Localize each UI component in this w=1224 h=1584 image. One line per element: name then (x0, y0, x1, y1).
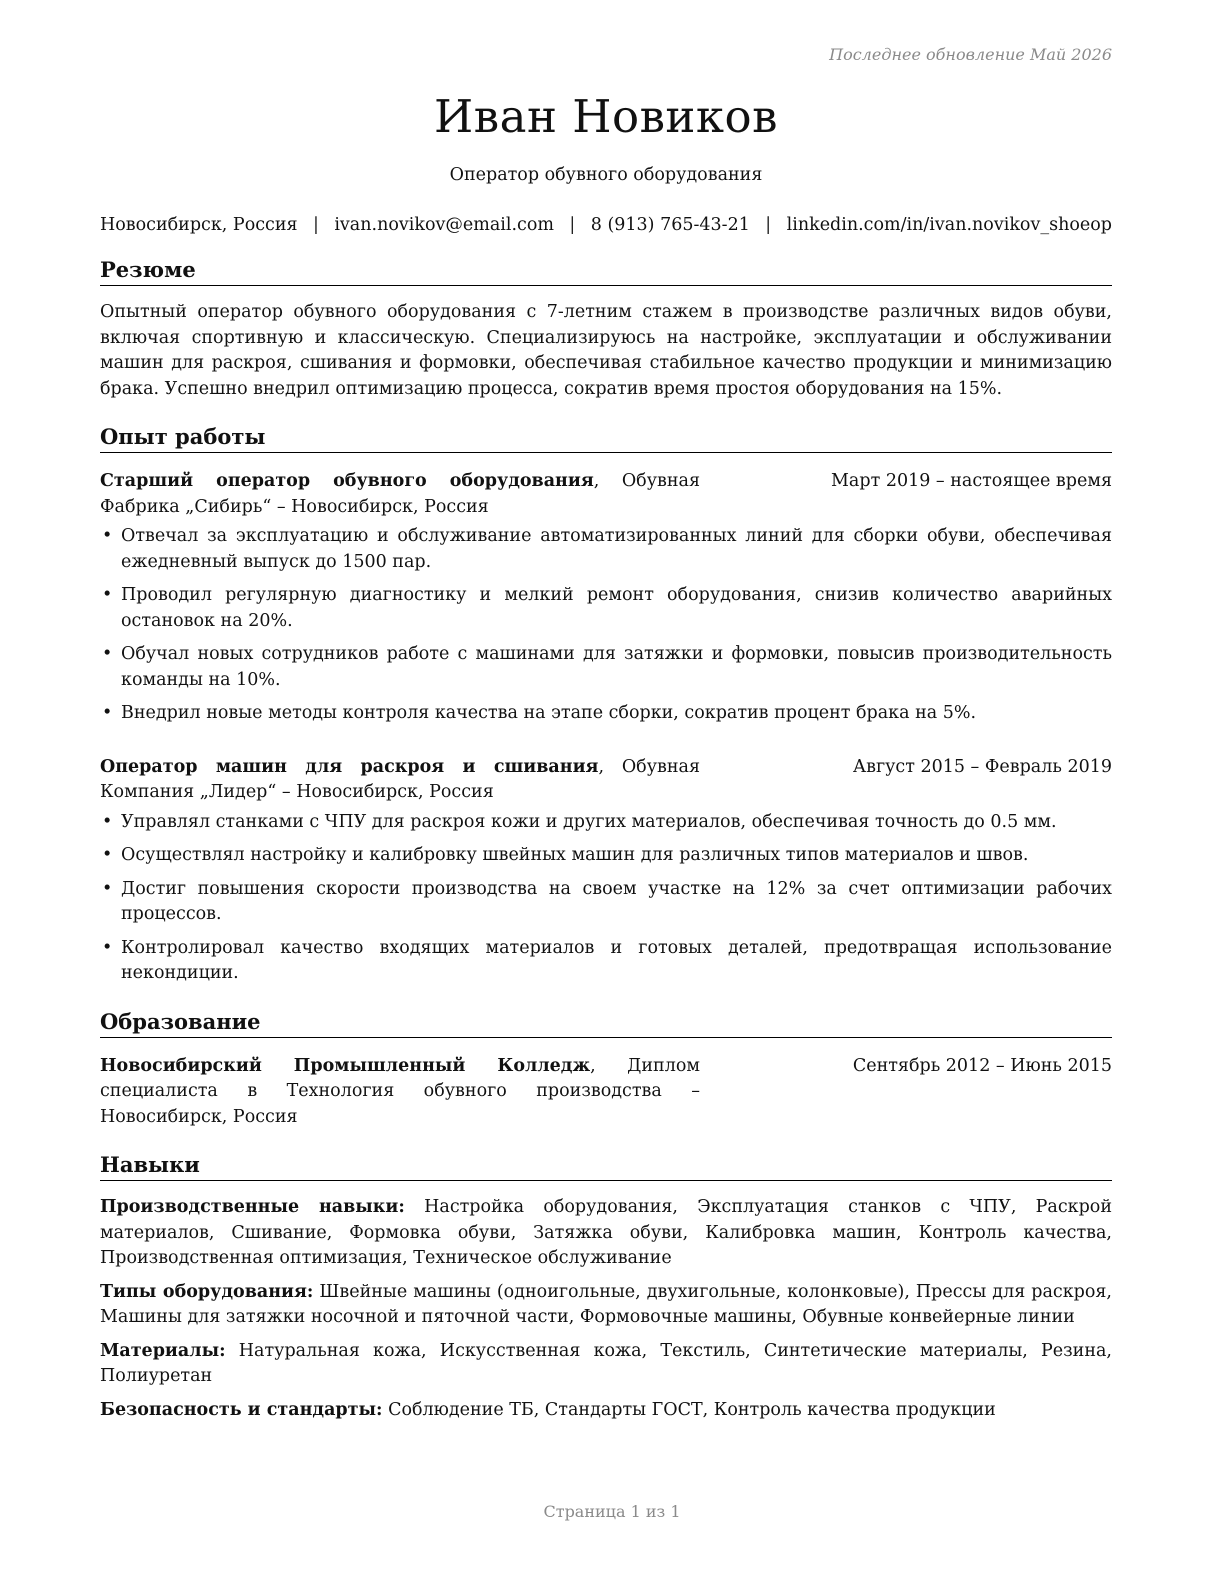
contact-location: Новосибирск, Россия (100, 215, 298, 235)
skill-group (100, 1339, 1112, 1390)
list-item: • Отвечал за эксплуатацию и обслуживание автоматизированных линий для сборки обуви, обеспечивая ежедневный выпуск до 1500 пар. (100, 524, 1112, 575)
skill-group (100, 1398, 1112, 1424)
list-item: • Контролировал качество входящих материалов и готовых деталей, предотвращая использование некондиции. (100, 936, 1112, 987)
job-title: Оператор машин для раскроя и сшивания (100, 756, 599, 777)
section-heading: Опыт работы (100, 422, 1112, 453)
job-entry (100, 755, 1112, 987)
job-bullets (100, 810, 1112, 987)
school-name: Новосибирский Промышленный Колледж (100, 1055, 591, 1076)
skill-label: Безопасность и стандарты: (100, 1399, 383, 1420)
list-item: • Осуществлял настройку и калибровку швейных машин для различных типов материалов и швов. (100, 843, 1112, 869)
job-header (100, 469, 1112, 520)
page-number: Страница 1 из 1 (543, 1502, 681, 1521)
contact-separator: | (312, 215, 319, 235)
list-item: • Внедрил новые методы контроля качества на этапе сборки, сократив процент брака на 5%. (100, 701, 1112, 727)
skill-text: Натуральная кожа, Искусственная кожа, Текстиль, Синтетические материалы, Резина, Полиуретан (100, 1340, 1112, 1386)
job-bullets (100, 524, 1112, 727)
candidate-name: Иван Новиков (434, 90, 778, 143)
education-header (100, 1054, 1112, 1131)
list-item: • Достиг повышения скорости производства на своем участке на 12% за счет оптимизации рабочих процессов. (100, 877, 1112, 928)
education-entry (100, 1054, 1112, 1131)
education-section (100, 1007, 1112, 1131)
contact-phone: 8 (913) 765-43-21 (590, 215, 750, 235)
last-updated: Последнее обновление Май 2026 (829, 45, 1112, 64)
summary-section (100, 255, 1112, 402)
summary-text: Опытный оператор обувного оборудования с 7-летним стажем в производстве различных видов обуви, включая спортивную и классическую. Специализируюсь на настройке, эксплуатации и обслуживании машин для раскроя, сшивания и формовки, обеспечивая стабильное качество продукции и минимизацию брака. Успешно внедрил оптимизацию процесса, сократив время простоя оборудования на 15%. (100, 302, 1112, 399)
section-heading: Образование (100, 1007, 1112, 1038)
job-company: , Обувная Фабрика „Сибирь“ – Новосибирск, Россия (100, 471, 701, 517)
skills-section (100, 1150, 1112, 1423)
education-dates: Сентябрь 2012 – Июнь 2015 (852, 1055, 1112, 1076)
skill-label: Типы оборудования: (100, 1281, 314, 1302)
list-item: • Управлял станками с ЧПУ для раскроя кожи и других материалов, обеспечивая точность до 0.5 мм. (100, 810, 1112, 836)
skill-label: Материалы: (100, 1340, 226, 1361)
job-dates: Март 2019 – настоящее время (831, 471, 1112, 491)
job-entry (100, 469, 1112, 727)
section-heading: Резюме (100, 255, 1112, 286)
skill-group (100, 1195, 1112, 1272)
contact-email[interactable]: ivan.novikov@email.com (334, 215, 554, 235)
degree-details: , Диплом специалиста в Технология обувного производства – Новосибирск, Россия (100, 1055, 700, 1127)
skill-label: Производственные навыки: (100, 1197, 405, 1217)
job-dates: Август 2015 – Февраль 2019 (852, 756, 1112, 777)
skill-text: Соблюдение ТБ, Стандарты ГОСТ, Контроль качества продукции (382, 1399, 996, 1420)
contact-separator: | (765, 215, 772, 235)
list-item: • Проводил регулярную диагностику и мелкий ремонт оборудования, снизив количество аварийных остановок на 20%. (100, 583, 1112, 634)
skill-text: Настройка оборудования, Эксплуатация станков с ЧПУ, Раскрой материалов, Сшивание, Формовка обуви, Затяжка обуви, Калибровка машин, Контроль качества, Производственная оптимизация, Техническое обслуживание (100, 1197, 1112, 1268)
list-item: • Обучал новых сотрудников работе с машинами для затяжки и формовки, повысив производительность команды на 10%. (100, 642, 1112, 693)
experience-section (100, 422, 1112, 987)
contact-separator: | (569, 215, 576, 235)
job-headline: Оператор обувного оборудования (449, 165, 763, 185)
job-company: , Обувная Компания „Лидер“ – Новосибирск, Россия (100, 756, 700, 802)
job-title: Старший оператор обувного оборудования (100, 471, 594, 491)
skill-group (100, 1280, 1112, 1331)
contact-line (100, 215, 1112, 235)
contact-linkedin[interactable]: linkedin.com/in/ivan.novikov_shoeop (786, 215, 1112, 235)
job-header (100, 755, 1112, 806)
skill-text: Швейные машины (одноигольные, двухигольные, колонковые), Прессы для раскроя, Машины для затяжки носочной и пяточной части, Формовочные машины, Обувные конвейерные линии (100, 1281, 1112, 1327)
section-heading: Навыки (100, 1150, 1112, 1181)
